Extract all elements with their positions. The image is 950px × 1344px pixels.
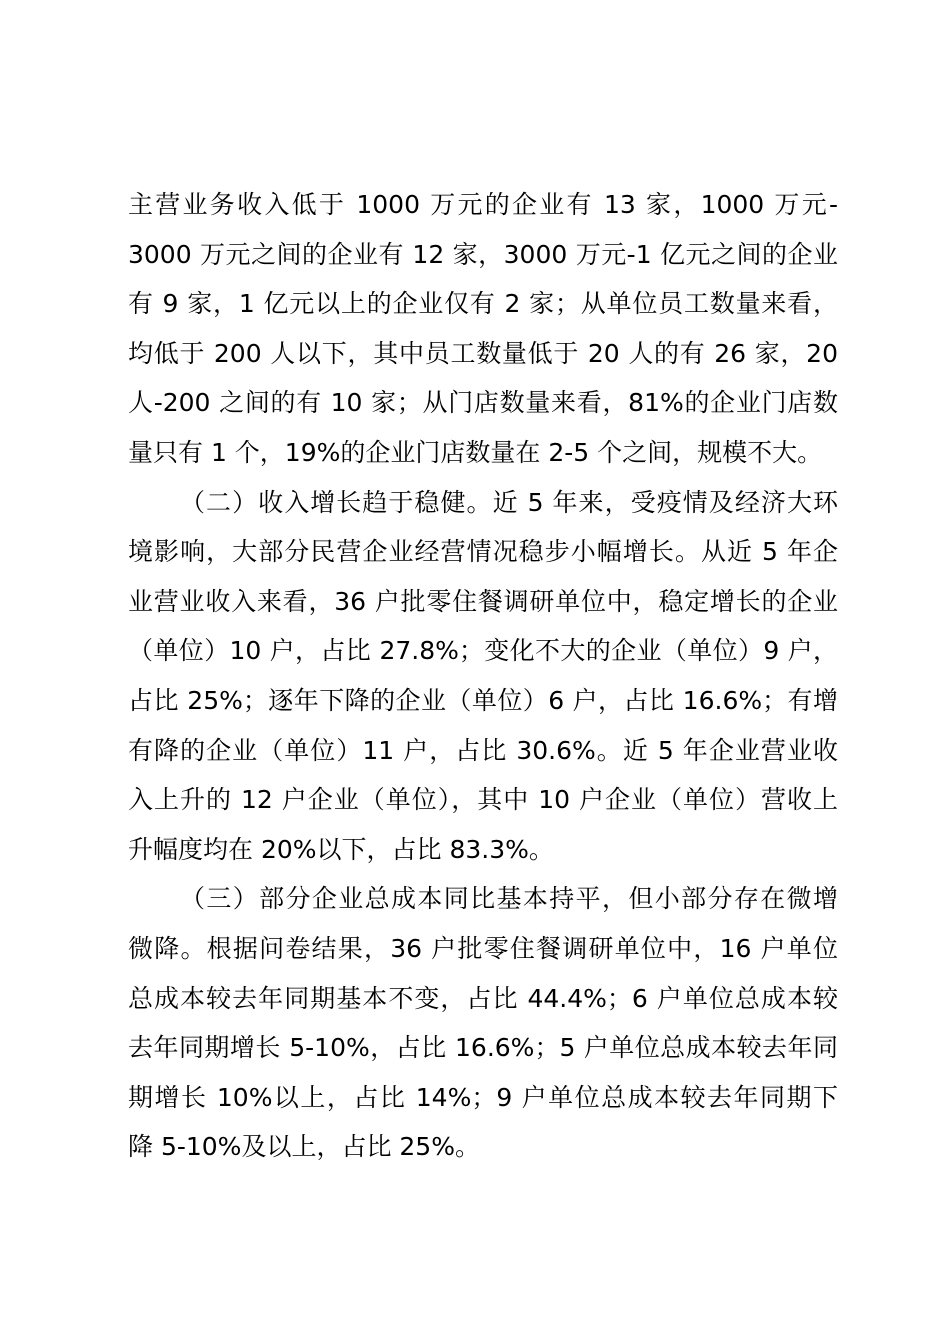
text-line: 境影响，大部分民营企业经营情况稳步小幅增长。从近 5 年企 — [128, 537, 838, 567]
text-line: 去年同期增长 5-10%，占比 16.6%；5 户单位总成本较去年同 — [128, 1033, 838, 1063]
text-line: 主营业务收入低于 1000 万元的企业有 13 家，1000 万元- — [128, 190, 838, 219]
text-line: 3000 万元之间的企业有 12 家，3000 万元-1 亿元之间的企业 — [128, 239, 838, 269]
paragraph-total-cost — [128, 874, 838, 1172]
text-line: 降 5-10%及以上，占比 25%。 — [128, 1132, 480, 1162]
text-line: 人-200 之间的有 10 家；从门店数量来看，81%的企业门店数 — [128, 388, 838, 418]
text-line: 占比 25%；逐年下降的企业（单位）6 户，占比 16.6%；有增 — [128, 685, 838, 715]
text-line: 入上升的 12 户企业（单位），其中 10 户企业（单位）营收上 — [128, 785, 838, 815]
section-heading-line: （三）部分企业总成本同比基本持平，但小部分存在微增 — [180, 884, 838, 914]
text-line: 期增长 10%以上，占比 14%；9 户单位总成本较去年同期下 — [128, 1082, 838, 1112]
text-line: 微降。根据问卷结果，36 户批零住餐调研单位中，16 户单位 — [128, 933, 838, 963]
text-line: 量只有 1 个，19%的企业门店数量在 2-5 个之间，规模不大。 — [128, 437, 823, 467]
paragraph-income-growth — [128, 478, 838, 875]
text-line: 总成本较去年同期基本不变，占比 44.4%；6 户单位总成本较 — [128, 983, 838, 1013]
document-body — [128, 180, 838, 1172]
paragraph-scale — [128, 180, 838, 478]
text-line: 业营业收入来看，36 户批零住餐调研单位中，稳定增长的企业 — [128, 586, 838, 616]
text-line: 有 9 家，1 亿元以上的企业仅有 2 家；从单位员工数量来看， — [128, 289, 838, 319]
text-line: 均低于 200 人以下，其中员工数量低于 20 人的有 26 家，20 — [128, 338, 838, 368]
text-line: （单位）10 户，占比 27.8%；变化不大的企业（单位）9 户， — [128, 636, 838, 666]
text-line: 有降的企业（单位）11 户，占比 30.6%。近 5 年企业营业收 — [128, 735, 838, 765]
section-heading-line: （二）收入增长趋于稳健。近 5 年来，受疫情及经济大环 — [180, 487, 838, 517]
text-line: 升幅度均在 20%以下，占比 83.3%。 — [128, 834, 554, 864]
